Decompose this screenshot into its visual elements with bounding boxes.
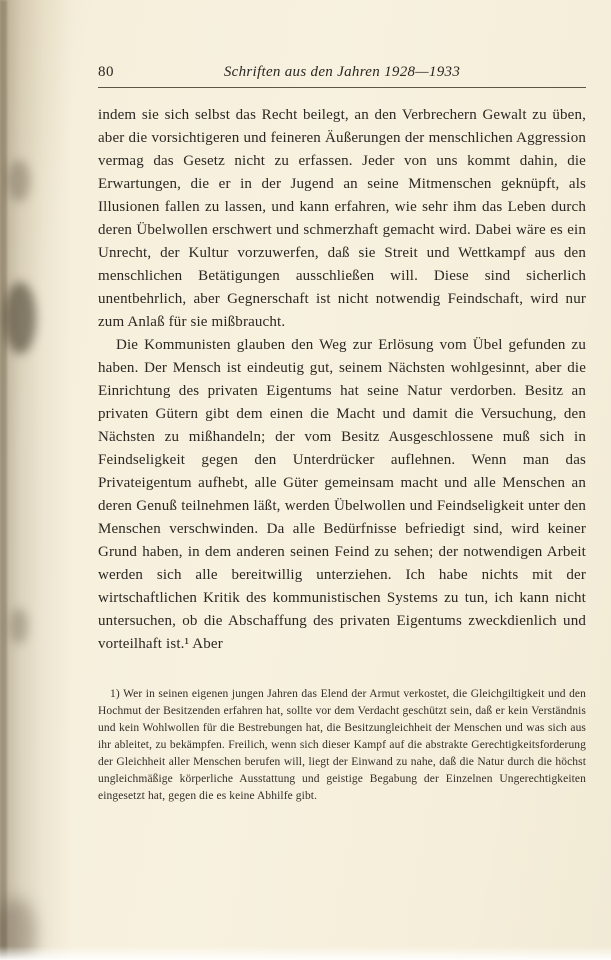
scan-smudge: [4, 282, 36, 354]
paragraph-continuation: indem sie sich selbst das Recht beilegt, an den Verbrechern Gewalt zu üben, aber die vorsichtigeren und feineren Äußerungen der menschlichen Aggression vermag das Gesetz nicht zu erfassen. Jeder von uns kommt dahin, die Erwartungen, die er in der Jugend an seine Mitmenschen geknüpft, als Illusionen fallen zu lassen, und kann erfahren, wie sehr ihm das Leben durch deren Übelwollen erschwert und schmerzhaft gemacht wird. Dabei wäre es ein Unrecht, der Kultur vorzuwerfen, daß sie Streit und Wettkampf aus den menschlichen Betätigungen ausschließen will. Diese sind sicherlich unentbehrlich, aber Gegnerschaft ist nicht notwendig Feindschaft, wird nur zum Anlaß für sie mißbraucht.: [98, 107, 586, 330]
header-rule: [98, 87, 586, 88]
running-header: [98, 62, 586, 82]
scan-smudge: [0, 898, 36, 960]
page-content: [98, 62, 586, 805]
scan-bottom-edge: [0, 946, 611, 960]
page-number: 80: [98, 64, 114, 80]
scan-edge-strip: [0, 0, 7, 960]
scan-edge-shadow: [0, 0, 72, 960]
running-header-title: Schriften aus den Jahren 1928—1933: [223, 64, 461, 80]
footnote: 1) Wer in seinen eigenen jungen Jahren das Elend der Armut verkostet, die Gleichgiltigkeit und den Hochmut der Besitzenden erfahren hat, sollte vor dem Verdacht geschützt sein, daß er kein Verständnis und kein Wohlwollen für die Bestrebungen hat, die Besitzungleichheit der Menschen und was sich aus ihr ableitet, zu bekämpfen. Freilich, wenn sich dieser Kampf auf die abstrakte Gerechtigkeitsforderung der Gleichheit aller Menschen berufen will, liegt der Einwand zu nahe, daß die Natur durch die höchst ungleichmäßige körperliche Ausstattung und geistige Begabung der Einzelnen Ungerechtigkeiten eingesetzt hat, gegen die es keine Abhilfe gibt.: [98, 688, 586, 802]
body-text: [98, 104, 586, 656]
scan-smudge: [8, 160, 30, 202]
paragraph: Die Kommunisten glauben den Weg zur Erlösung vom Übel gefunden zu haben. Der Mensch ist eindeutig gut, seinem Nächsten wohlgesinnt, aber die Einrichtung des privaten Eigentums hat seine Natur verdorben. Besitz an privaten Gütern gibt dem einen die Macht und damit die Versuchung, den Nächsten zu mißhandeln; der vom Besitz Ausgeschlossene muß sich in Feindseligkeit gegen den Unterdrücker auflehnen. Wenn man das Privateigentum aufhebt, alle Güter gemeinsam macht und alle Menschen an deren Genuß teilnehmen läßt, werden Übelwollen und Feindseligkeit unter den Menschen verschwinden. Da alle Bedürfnisse befriedigt sind, wird keiner Grund haben, in dem anderen seinen Feind zu sehen; der notwendigen Arbeit werden sich alle bereitwillig unterziehen. Ich habe nichts mit der wirtschaftlichen Kritik des kommunistischen Systems zu tun, ich kann nicht untersuchen, ob die Abschaffung des privaten Eigentums zweckdienlich und vorteilhaft ist.¹ Aber: [98, 337, 586, 652]
scan-smudge: [10, 608, 28, 644]
